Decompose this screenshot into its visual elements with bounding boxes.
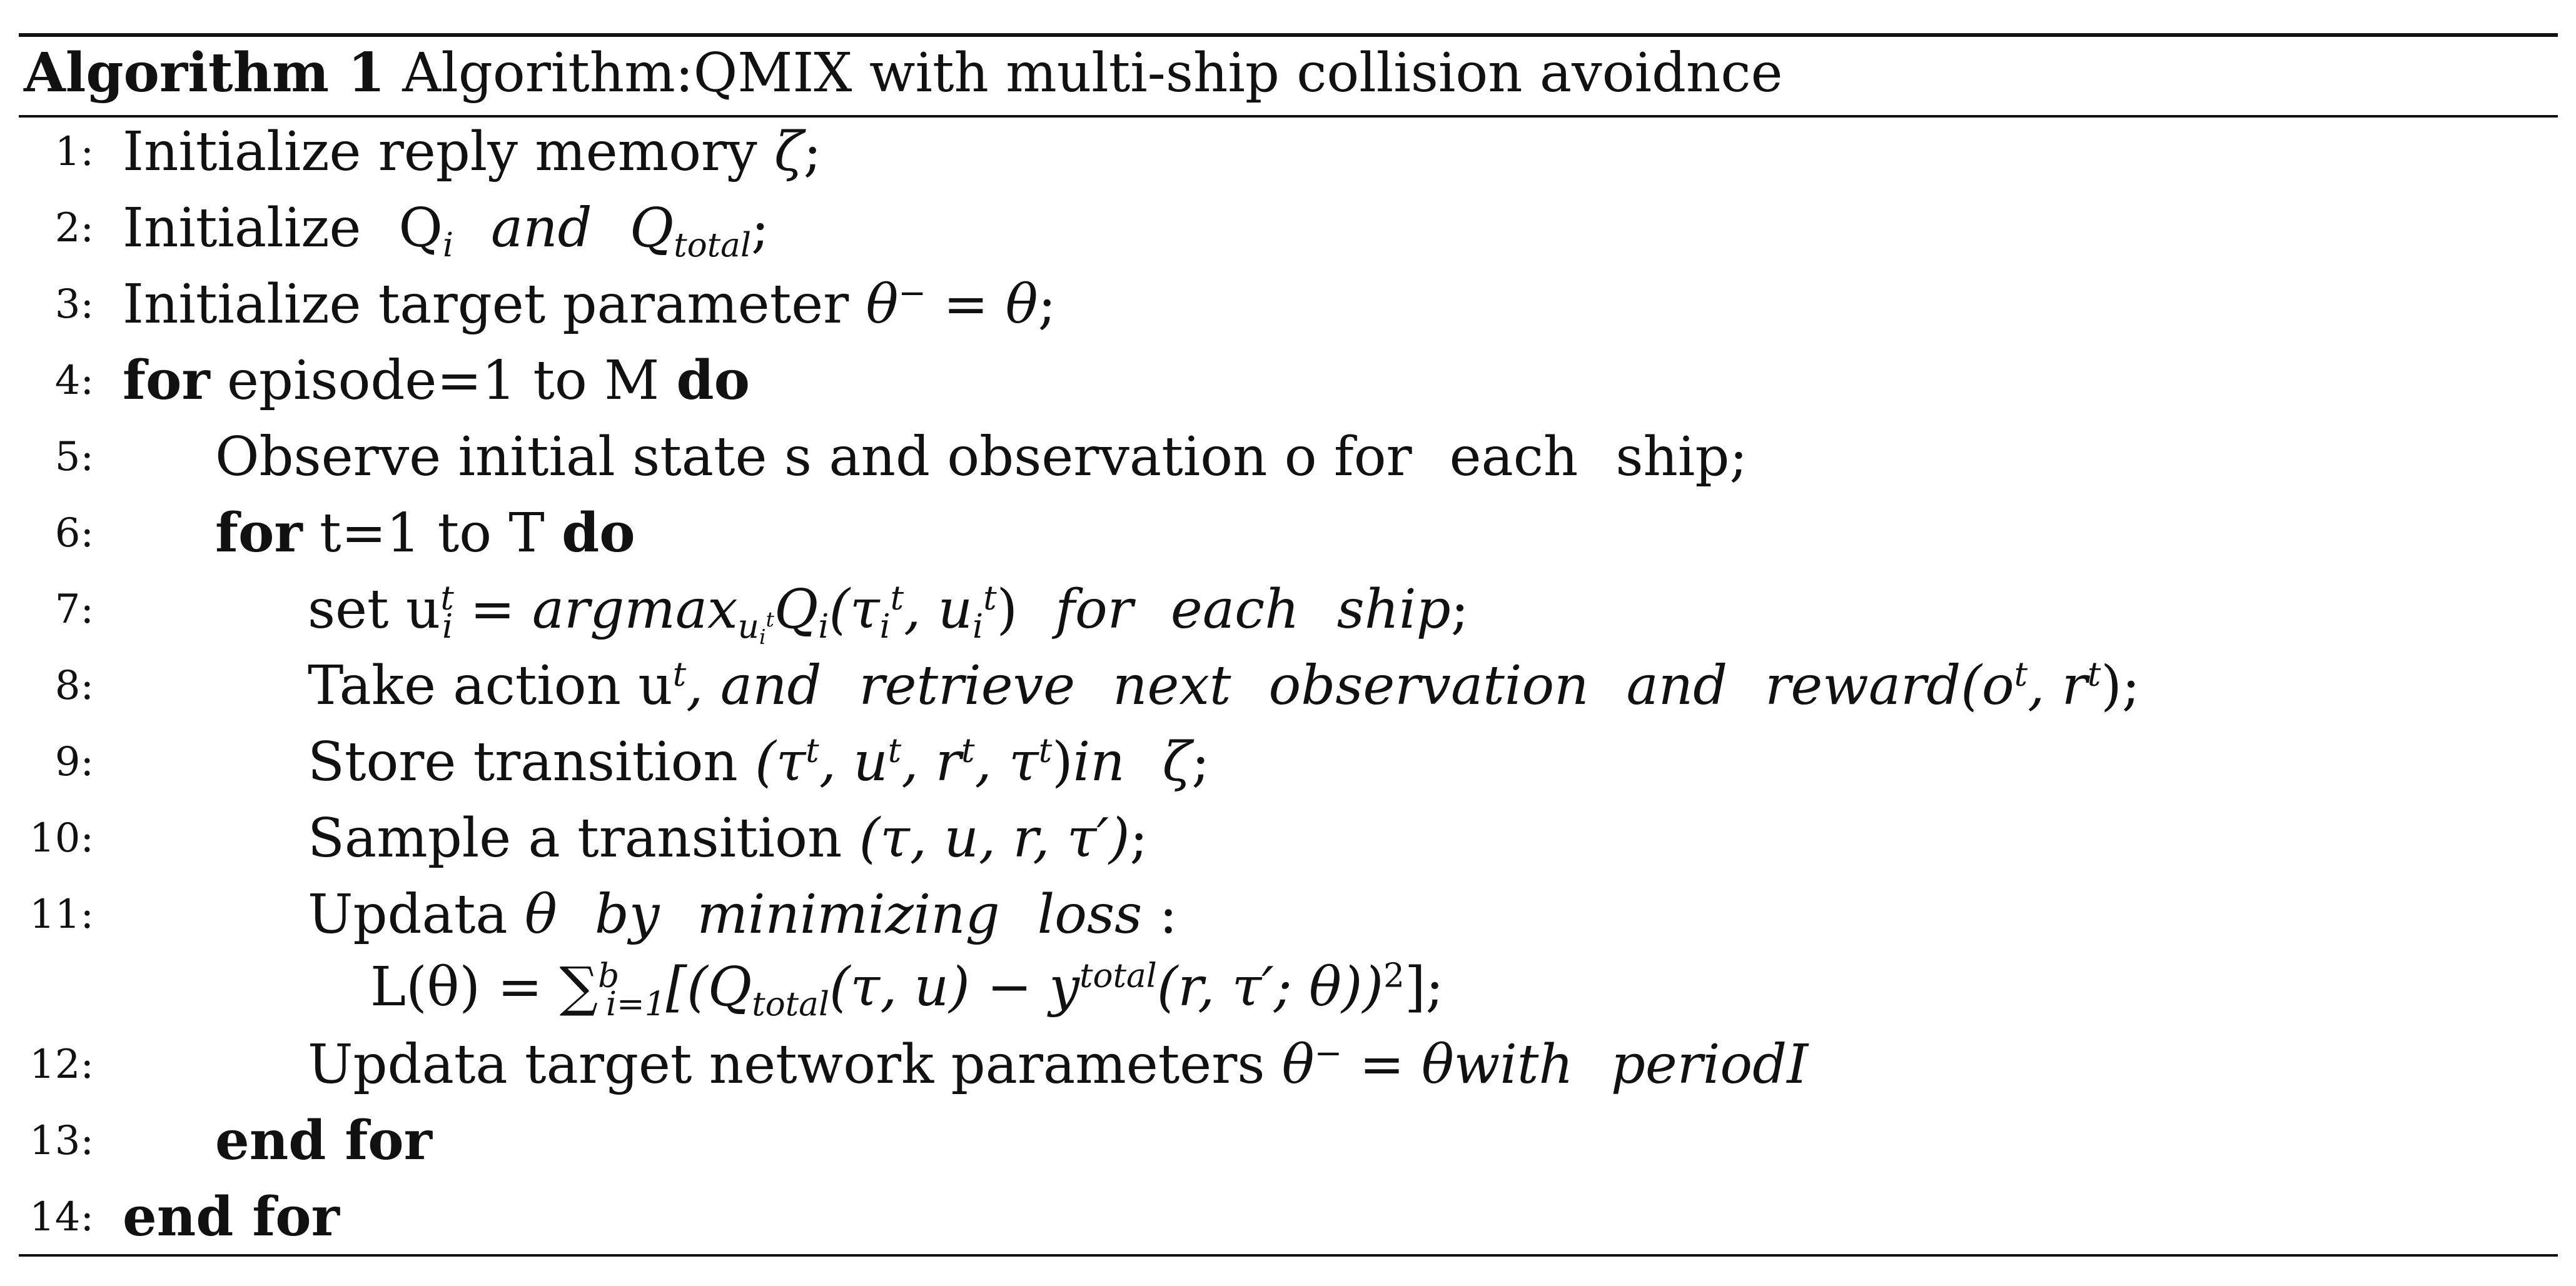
text-segment: );: [2101, 655, 2140, 717]
math-subscript-base: u: [737, 606, 759, 646]
math-symbol: ,: [686, 655, 720, 717]
math-word: ship: [1336, 578, 1451, 641]
math-word: and: [491, 197, 592, 259]
math-subscript: i: [442, 225, 453, 264]
line-text: [308, 1027, 1808, 1103]
math-symbol: (o: [1961, 655, 2014, 717]
math-symbol: Q: [774, 578, 819, 641]
text-segment: Updata target network parameters: [308, 1033, 1282, 1096]
math-word: and: [720, 655, 822, 717]
text-segment: ];: [1404, 956, 1444, 1018]
text-segment: ): [1052, 731, 1073, 793]
math-expression: [(Q: [665, 956, 752, 1018]
math-word: in: [1073, 731, 1125, 793]
line-text: [215, 495, 635, 571]
math-superscript: t: [961, 731, 975, 770]
math-superscript: t: [440, 578, 454, 618]
line-text: [308, 648, 2140, 724]
math-superscript: b: [598, 956, 620, 995]
math-superscript: 2: [1383, 956, 1405, 995]
text-segment: Sample a transition: [308, 807, 859, 870]
math-subscript: i: [972, 606, 984, 646]
math-word: reward: [1765, 655, 1961, 717]
math-symbol: , r: [2028, 655, 2088, 717]
text-segment: t=1 to T: [302, 502, 562, 565]
text-segment: Store transition: [308, 731, 755, 793]
math-symbol: ζ: [1162, 731, 1192, 793]
math-symbol: θ: [1281, 1033, 1315, 1096]
line-text: [308, 877, 1178, 953]
line-text: [308, 571, 1469, 648]
math-word: each: [1170, 578, 1300, 641]
text-segment: ): [996, 578, 1018, 641]
line-number: 12:: [29, 1042, 94, 1088]
math-subscript: i: [818, 606, 829, 646]
math-symbol: , u: [819, 731, 888, 793]
text-segment: ;: [803, 121, 822, 183]
text-segment: episode=1 to M: [210, 349, 677, 412]
algorithm-block: [19, 0, 2558, 1286]
math-subscript: i: [879, 606, 891, 646]
line-text: [123, 1179, 340, 1255]
text-segment: ;: [1450, 578, 1469, 641]
text-segment: =: [926, 273, 1006, 336]
math-superscript: t: [806, 731, 819, 770]
keyword: for: [123, 349, 210, 412]
math-symbol: θ: [866, 273, 899, 336]
text-segment: Take action u: [308, 655, 673, 717]
math-subscript: i: [442, 606, 453, 646]
text-segment: set u: [308, 578, 441, 641]
math-symbol: Q: [398, 197, 443, 259]
line-number: 8:: [54, 663, 94, 709]
text-segment: ;: [751, 197, 769, 259]
math-word: minimizing: [697, 883, 1000, 946]
text-segment: =: [1342, 1033, 1422, 1096]
math-symbol: , u: [904, 578, 973, 641]
math-superscript: −: [898, 273, 927, 313]
line-text: [123, 266, 1056, 343]
line-text: [215, 1103, 432, 1179]
math-expression: (τ, u, r, τ′): [859, 807, 1130, 870]
math-expression: (τ, u) − y: [829, 956, 1080, 1018]
keyword: do: [676, 349, 750, 412]
math-superscript: t: [672, 655, 687, 694]
line-text: [308, 800, 1148, 877]
keyword: do: [562, 501, 635, 565]
text-segment: ;: [1191, 731, 1210, 793]
text-segment: ;: [1038, 273, 1056, 336]
text-segment: Observe initial state s and observation o for: [215, 426, 1412, 488]
text-segment: each: [1449, 426, 1578, 488]
text-segment: :: [1142, 883, 1178, 946]
math-symbol: , τ: [974, 731, 1039, 793]
math-superscript: t: [2014, 655, 2028, 694]
text-segment: L(θ) =: [370, 956, 560, 1018]
math-symbol: θ: [525, 883, 557, 946]
math-word: and: [1626, 655, 1728, 717]
math-superscript: total: [1079, 956, 1157, 995]
keyword: for: [215, 501, 303, 565]
math-symbol: ζ: [774, 121, 804, 183]
math-superscript: −: [1314, 1033, 1343, 1073]
line-number: 10:: [29, 815, 94, 862]
text-segment: ship;: [1615, 426, 1748, 488]
line-number: 13:: [29, 1118, 94, 1164]
line-text: [308, 724, 1210, 800]
math-subscript: i=1: [605, 984, 666, 1023]
math-expression: (r, τ′; θ)): [1156, 956, 1384, 1018]
line-number: 2:: [54, 205, 94, 251]
keyword: end for: [123, 1185, 340, 1248]
math-superscript: t: [2087, 655, 2101, 694]
text-segment: Updata: [308, 883, 525, 946]
math-subscript: total: [674, 225, 752, 264]
line-number: 3:: [54, 281, 94, 328]
math-subscript: i: [759, 624, 766, 649]
math-word: observation: [1268, 655, 1589, 717]
line-text: [215, 419, 1747, 495]
math-word: retrieve: [859, 655, 1076, 717]
math-subscript: [737, 606, 774, 649]
line-number: 6:: [54, 510, 94, 556]
math-word: argmax: [532, 578, 738, 641]
text-segment: Initialize: [123, 197, 361, 259]
math-word: θwith: [1421, 1033, 1573, 1096]
math-symbol: Q: [629, 197, 674, 259]
math-word: by: [594, 883, 660, 946]
math-symbol: (τ: [755, 731, 806, 793]
line-number: 7:: [54, 586, 94, 633]
math-subscript: total: [752, 984, 829, 1023]
math-superscript: t: [887, 731, 902, 770]
top-rule: [19, 33, 2558, 37]
algorithm-caption: [24, 39, 1783, 108]
line-text: [123, 343, 750, 419]
math-superscript: t: [765, 606, 774, 631]
math-superscript: t: [890, 578, 904, 618]
caption-text: Algorithm:QMIX with multi-ship collision avoidnce: [402, 42, 1783, 104]
line-number: 5:: [54, 434, 94, 480]
math-superscript: t: [983, 578, 997, 618]
line-text: [370, 949, 1443, 1025]
line-text: [123, 114, 822, 190]
text-segment: Initialize target parameter: [123, 273, 866, 336]
line-number: 14:: [29, 1194, 94, 1240]
math-symbol: θ: [1005, 273, 1038, 336]
line-text: [123, 190, 769, 266]
math-symbol: ∑: [559, 956, 599, 1018]
math-word: for: [1055, 578, 1133, 641]
caption-label: Algorithm 1: [24, 41, 385, 104]
math-word: periodI: [1610, 1033, 1809, 1096]
keyword: end for: [215, 1109, 432, 1172]
bottom-rule: [19, 1254, 2558, 1257]
math-symbol: (τ: [829, 578, 880, 641]
math-symbol: , r: [901, 731, 962, 793]
text-segment: ;: [1129, 807, 1148, 870]
math-word: next: [1113, 655, 1231, 717]
line-number: 9:: [54, 739, 94, 785]
text-segment: =: [453, 578, 532, 641]
math-word: loss: [1037, 883, 1143, 946]
math-superscript: t: [1038, 731, 1053, 770]
line-number: 4:: [54, 358, 94, 404]
line-number: 1:: [54, 129, 94, 175]
line-number: 11:: [29, 892, 94, 938]
text-segment: Initialize reply memory: [123, 121, 775, 183]
